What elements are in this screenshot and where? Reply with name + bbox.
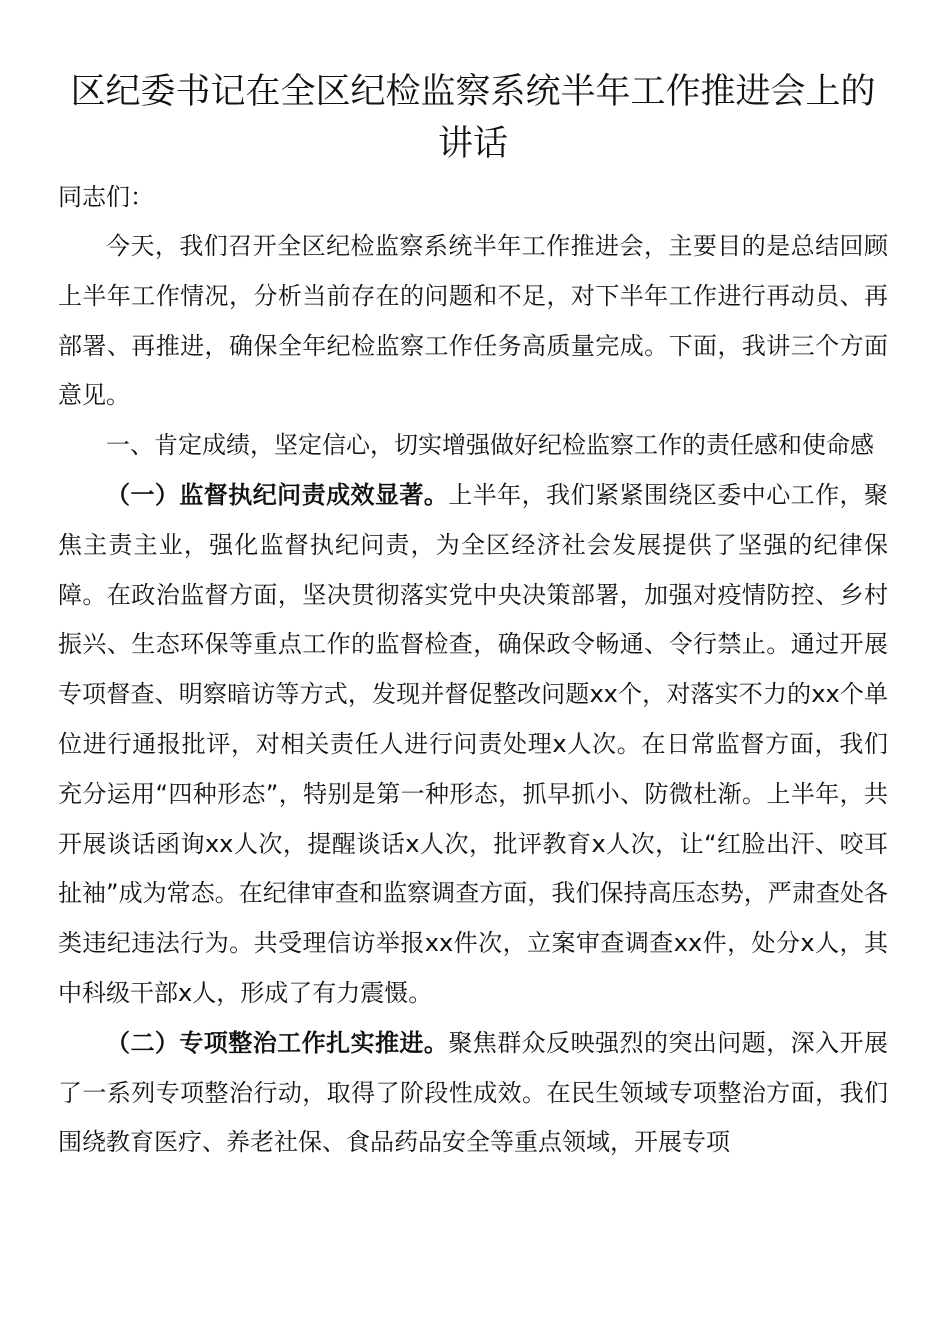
greeting: 同志们： [58, 183, 154, 211]
item-1-body: 上半年，我们紧紧围绕区委中心工作，聚焦主责主业，强化监督执纪问责，为全区经济社会发展提供了坚强的纪律保障。在政治监督方面，坚决贯彻落实党中央决策部署，加强对疫情防控、乡村振兴、生态环保等重点工作的监督检查，确保政令畅通、令行禁止。通过开展专项督查、明察暗访等方式，发现并督促整改问题xx个，对落实不力的xx个单位进行通报批评，对相关责任人进行问责处理x人次。在日常监督方面，我们充分运用“四种形态”，特别是第一种形态，抓早抓小、防微杜渐。上半年，共开展谈话函询xx人次，提醒谈话x人次，批评教育x人次，让“红脸出汗、咬耳扯袖”成为常态。在纪律审查和监察调查方面，我们保持高压态势，严肃查处各类违纪违法行为。共受理信访举报xx件次，立案审查调查xx件，处分x人，其中科级干部x人，形成了有力震慑。 [58, 480, 889, 1007]
item-1-paragraph [58, 471, 888, 1019]
document-page [58, 66, 888, 1168]
section-heading-1: 一、肯定成绩，坚定信心，切实增强做好纪检监察工作的责任感和使命感 [106, 431, 874, 460]
intro-paragraph: 今天，我们召开全区纪检监察系统半年工作推进会，主要目的是总结回顾上半年工作情况，分析当前存在的问题和不足，对下半年工作进行再动员、再部署、再推进，确保全年纪检监察工作任务高质量完成。下面，我讲三个方面意见。 [58, 232, 888, 410]
item-2-body: 聚焦群众反映强烈的突出问题，深入开展了一系列专项整治行动，取得了阶段性成效。在民生领域专项整治方面，我们围绕教育医疗、养老社保、食品药品安全等重点领域，开展专项 [58, 1028, 889, 1157]
item-2-lead: （二）专项整治工作扎实推进。 [106, 1028, 449, 1057]
document-title: 区纪委书记在全区纪检监察系统半年工作推进会上的讲话 [70, 72, 876, 164]
item-1-lead: （一）监督执纪问责成效显著。 [106, 480, 449, 509]
item-2-paragraph [58, 1019, 888, 1168]
